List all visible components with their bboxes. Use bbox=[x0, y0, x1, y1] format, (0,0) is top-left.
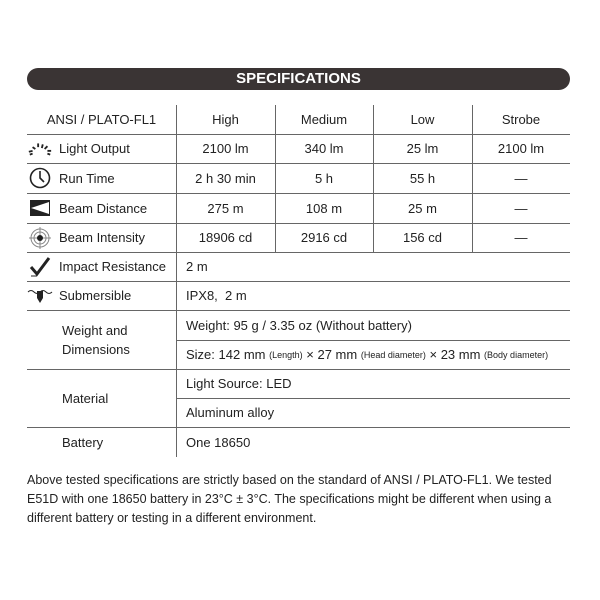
cell: 156 cd bbox=[402, 230, 443, 245]
row-label-weight-dimensions bbox=[62, 310, 130, 369]
row-label-light-output bbox=[27, 134, 130, 163]
divider bbox=[27, 369, 570, 370]
cell: 2 h 30 min bbox=[195, 170, 256, 186]
light-output-icon bbox=[27, 141, 53, 157]
divider bbox=[27, 427, 570, 428]
label-text: Submersible bbox=[59, 288, 132, 303]
size-head-label: (Head diameter) bbox=[360, 349, 426, 360]
cell: 108 m bbox=[305, 200, 343, 216]
cell: — bbox=[514, 230, 528, 245]
row-label-submersible bbox=[27, 281, 131, 310]
label-text: Light Output bbox=[59, 141, 130, 156]
beam-distance-icon bbox=[27, 199, 53, 217]
impact-icon bbox=[27, 257, 53, 277]
cell: 25 lm bbox=[406, 141, 439, 156]
row-label-impact-resistance bbox=[27, 252, 166, 281]
size-length-label: (Length) bbox=[269, 349, 303, 360]
cell: 18906 cd bbox=[198, 230, 253, 245]
weight-value: Weight: 95 g / 3.35 oz (Without battery) bbox=[186, 317, 412, 333]
size-body: × 23 mm bbox=[429, 347, 481, 362]
light-source-value: Light Source: LED bbox=[186, 376, 292, 391]
label-text: Beam Intensity bbox=[59, 230, 145, 245]
label-text: Weight and bbox=[62, 322, 128, 338]
cell: — bbox=[514, 200, 528, 216]
mode-high: High bbox=[212, 112, 239, 127]
size-value bbox=[186, 340, 548, 369]
row-label-material: Material bbox=[62, 390, 109, 406]
mode-low: Low bbox=[410, 112, 435, 127]
row-label-beam-distance bbox=[27, 193, 147, 223]
specifications-title: SPECIFICATIONS bbox=[27, 68, 570, 90]
row-label-beam-intensity bbox=[27, 223, 145, 252]
row-label-battery: Battery bbox=[62, 434, 104, 450]
size-head: × 27 mm bbox=[306, 347, 358, 362]
cell: 2916 cd bbox=[300, 230, 348, 245]
mode-medium: Medium bbox=[300, 112, 348, 127]
submersible-icon bbox=[27, 288, 53, 304]
cell: 2100 lm bbox=[497, 141, 545, 156]
cell: 2100 lm bbox=[202, 141, 249, 156]
submersible-value: IPX8, 2 m bbox=[186, 288, 247, 303]
cell: 5 h bbox=[314, 170, 334, 186]
target-icon bbox=[27, 227, 53, 249]
label-text: Beam Distance bbox=[59, 200, 148, 216]
cell: 275 m bbox=[207, 200, 244, 216]
size-body-label: (Body diameter) bbox=[484, 349, 549, 360]
cell: 25 m bbox=[408, 200, 437, 216]
cell: 55 h bbox=[409, 170, 436, 186]
row-label-run-time bbox=[27, 163, 115, 193]
label-text: Impact Resistance bbox=[59, 259, 166, 274]
label-text: Dimensions bbox=[62, 341, 130, 357]
footnote: Above tested specifications are strictly based on the standard of ANSI / PLATO-FL1. We tested E51D with one 18650 battery in 23°C ± 3°C. The specifications might be different when using a different battery or testing in a different environment. bbox=[27, 473, 552, 525]
material-value: Aluminum alloy bbox=[186, 405, 275, 420]
label-text: Run Time bbox=[59, 170, 115, 186]
cell: — bbox=[514, 170, 528, 186]
impact-value: 2 m bbox=[186, 259, 208, 274]
mode-strobe: Strobe bbox=[501, 112, 541, 127]
size-length: Size: 142 mm bbox=[186, 347, 266, 362]
battery-value: One 18650 bbox=[186, 434, 251, 450]
standard-label: ANSI / PLATO-FL1 bbox=[46, 112, 157, 127]
cell: 340 lm bbox=[304, 141, 344, 156]
clock-icon bbox=[27, 167, 53, 189]
